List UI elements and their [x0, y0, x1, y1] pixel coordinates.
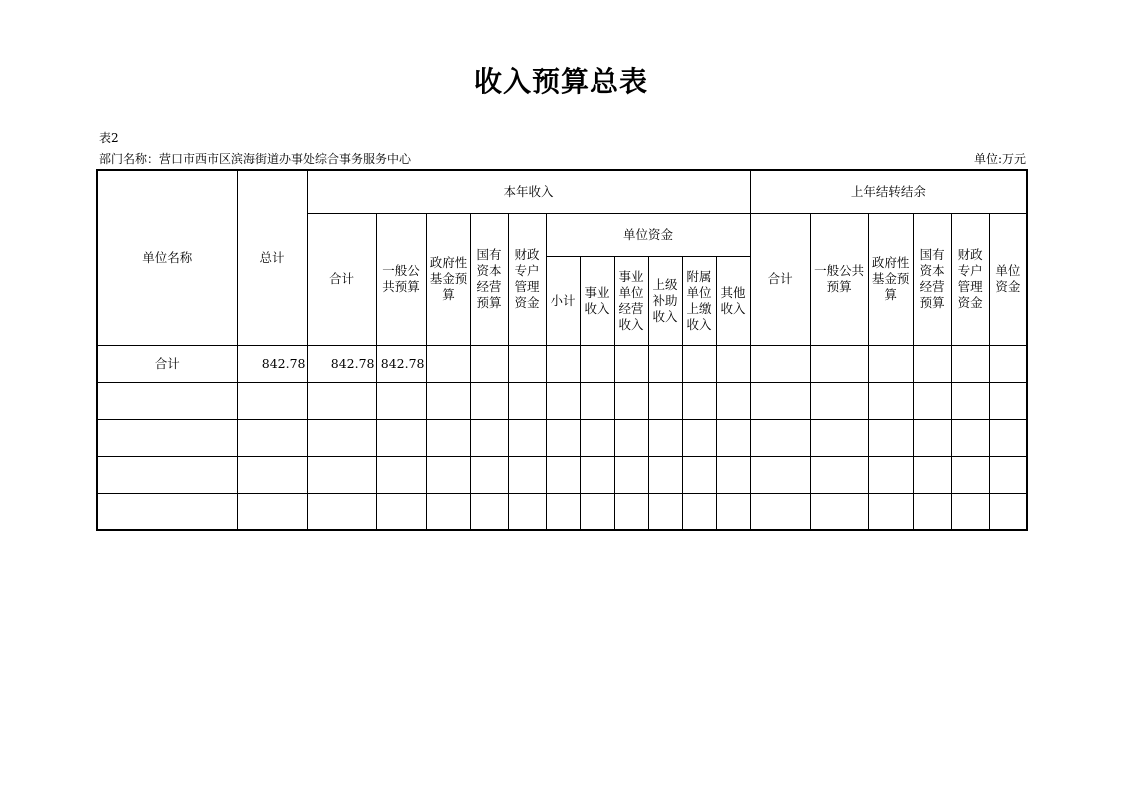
header-uf-operating-income: [614, 256, 648, 345]
table-cell: [614, 456, 648, 493]
table-cell: [750, 382, 810, 419]
table-cell: [580, 419, 614, 456]
table-cell: [470, 345, 508, 382]
header-uf-business-income: [580, 256, 614, 345]
table-cell: [237, 456, 307, 493]
table-cell: [951, 345, 989, 382]
table-cell: [682, 419, 716, 456]
header-py-fiscal-special-text: 财政专户管理资金: [957, 247, 983, 310]
table-cell: [97, 419, 237, 456]
table-cell: [913, 493, 951, 530]
header-cy-gov-fund-text: 政府性基金预算: [429, 255, 468, 302]
table-cell: [580, 456, 614, 493]
table-cell: [546, 382, 580, 419]
header-uf-subtotal: 小计: [546, 256, 580, 345]
table-cell: [682, 345, 716, 382]
table-row: [97, 382, 1027, 419]
table-cell: [97, 382, 237, 419]
table-cell: [580, 345, 614, 382]
table-cell: [989, 382, 1027, 419]
table-cell: [426, 419, 470, 456]
table-cell: [426, 493, 470, 530]
table-cell: [470, 456, 508, 493]
header-py-gov-fund-text: 政府性基金预算: [871, 255, 910, 302]
table-cell: [750, 456, 810, 493]
table-cell: [682, 493, 716, 530]
table-cell: [580, 382, 614, 419]
header-py-gov-fund: [868, 213, 913, 345]
table-cell: [989, 456, 1027, 493]
table-cell: [508, 456, 546, 493]
table-cell: [989, 493, 1027, 530]
table-cell: [648, 419, 682, 456]
table-cell: [810, 419, 868, 456]
header-cy-fiscal-special-text: 财政专户管理资金: [514, 247, 540, 310]
table-cell: [648, 456, 682, 493]
table-cell: [716, 382, 750, 419]
table-cell: [951, 493, 989, 530]
income-budget-table: [96, 169, 1028, 531]
header-py-general-public: [810, 213, 868, 345]
table-cell: [580, 493, 614, 530]
table-cell: [951, 419, 989, 456]
table-cell: [810, 382, 868, 419]
table-cell: [951, 456, 989, 493]
table-cell: [546, 493, 580, 530]
header-uf-superior-subsidy-text: 上级补助收入: [652, 276, 678, 324]
table-cell: [426, 382, 470, 419]
table-cell: [648, 382, 682, 419]
header-cy-general-public-text: 一般公共预算: [382, 263, 420, 294]
table-cell: [868, 456, 913, 493]
table-cell: [614, 382, 648, 419]
table-cell: [716, 419, 750, 456]
table-cell: [913, 456, 951, 493]
table-cell: [376, 456, 426, 493]
table-cell: [951, 382, 989, 419]
table-cell: [989, 419, 1027, 456]
table-cell: [810, 456, 868, 493]
table-cell: [716, 456, 750, 493]
header-unit-name: 单位名称: [97, 170, 237, 345]
table-cell: [989, 345, 1027, 382]
table-cell: [237, 419, 307, 456]
header-uf-business-income-text: 事业收入: [584, 284, 610, 316]
table-cell: [810, 493, 868, 530]
header-uf-superior-subsidy: [648, 256, 682, 345]
table-cell: [237, 493, 307, 530]
header-cy-general-public: [376, 213, 426, 345]
header-uf-other-income-text: 其他收入: [720, 284, 746, 316]
row-name-cell: 合计: [97, 345, 237, 382]
table-cell: [307, 456, 376, 493]
table-cell: [508, 493, 546, 530]
header-py-unit-funds-text: 单位资金: [995, 263, 1021, 294]
table-number: 表2: [99, 131, 119, 145]
table-row: [97, 493, 1027, 530]
table-cell: [716, 345, 750, 382]
header-py-state-capital: [913, 213, 951, 345]
table-cell: [716, 493, 750, 530]
table-cell: [470, 382, 508, 419]
table-cell: [648, 493, 682, 530]
table-cell: [426, 345, 470, 382]
header-uf-affiliated-remit-text: 附属单位上缴收入: [686, 268, 712, 332]
table-cell: [97, 493, 237, 530]
table-cell: [682, 456, 716, 493]
table-cell: [508, 345, 546, 382]
table-cell: [97, 456, 237, 493]
table-cell: [682, 382, 716, 419]
table-cell: [237, 382, 307, 419]
table-cell: [868, 382, 913, 419]
header-uf-affiliated-remit: [682, 256, 716, 345]
header-cy-fiscal-special: [508, 213, 546, 345]
table-cell: [508, 382, 546, 419]
table-cell: [750, 419, 810, 456]
table-cell: [868, 345, 913, 382]
table-cell: [913, 419, 951, 456]
header-prior-year-carryover: 上年结转结余: [750, 170, 1027, 213]
header-uf-other-income: [716, 256, 750, 345]
page-title: 收入预算总表: [473, 65, 648, 98]
row-cy-total-cell: 842.78: [307, 345, 376, 382]
header-cy-gov-fund: [426, 213, 470, 345]
table-cell: [913, 345, 951, 382]
table-cell: [470, 493, 508, 530]
table-cell: [614, 419, 648, 456]
department-name: 部门名称：营口市西市区滨海街道办事处综合事务服务中心: [99, 152, 412, 166]
header-unit-funds: 单位资金: [546, 213, 750, 256]
table-cell: [307, 493, 376, 530]
table-cell: [307, 382, 376, 419]
header-py-state-capital-text: 国有资本经营预算: [919, 247, 945, 310]
table-cell: [868, 493, 913, 530]
table-cell: [614, 493, 648, 530]
header-cy-state-capital: [470, 213, 508, 345]
header-uf-operating-income-text: 事业单位经营收入: [618, 268, 644, 332]
table-cell: [868, 419, 913, 456]
header-total: 总计: [237, 170, 307, 345]
table-row: [97, 456, 1027, 493]
table-cell: [546, 419, 580, 456]
table-cell: [648, 345, 682, 382]
header-current-year-income: 本年收入: [307, 170, 750, 213]
header-py-general-public-text: 一般公共预算: [814, 263, 865, 294]
table-cell: [376, 493, 426, 530]
header-cy-state-capital-text: 国有资本经营预算: [476, 247, 502, 310]
table-row: [97, 419, 1027, 456]
table-cell: [546, 345, 580, 382]
table-cell: [470, 419, 508, 456]
table-cell: [307, 419, 376, 456]
table-cell: [913, 382, 951, 419]
table-cell: [750, 345, 810, 382]
row-total-cell: 842.78: [237, 345, 307, 382]
header-cy-total: 合计: [307, 213, 376, 345]
row-cy-general-public-cell: 842.78: [376, 345, 426, 382]
header-py-unit-funds: [989, 213, 1027, 345]
table-cell: [546, 456, 580, 493]
header-py-fiscal-special: [951, 213, 989, 345]
table-cell: [614, 345, 648, 382]
unit-label: 单位:万元: [973, 152, 1026, 166]
table-cell: [426, 456, 470, 493]
header-py-total: 合计: [750, 213, 810, 345]
table-cell: [810, 345, 868, 382]
table-row-total: [97, 345, 1027, 382]
table-cell: [750, 493, 810, 530]
table-cell: [376, 382, 426, 419]
table-cell: [508, 419, 546, 456]
table-cell: [376, 419, 426, 456]
